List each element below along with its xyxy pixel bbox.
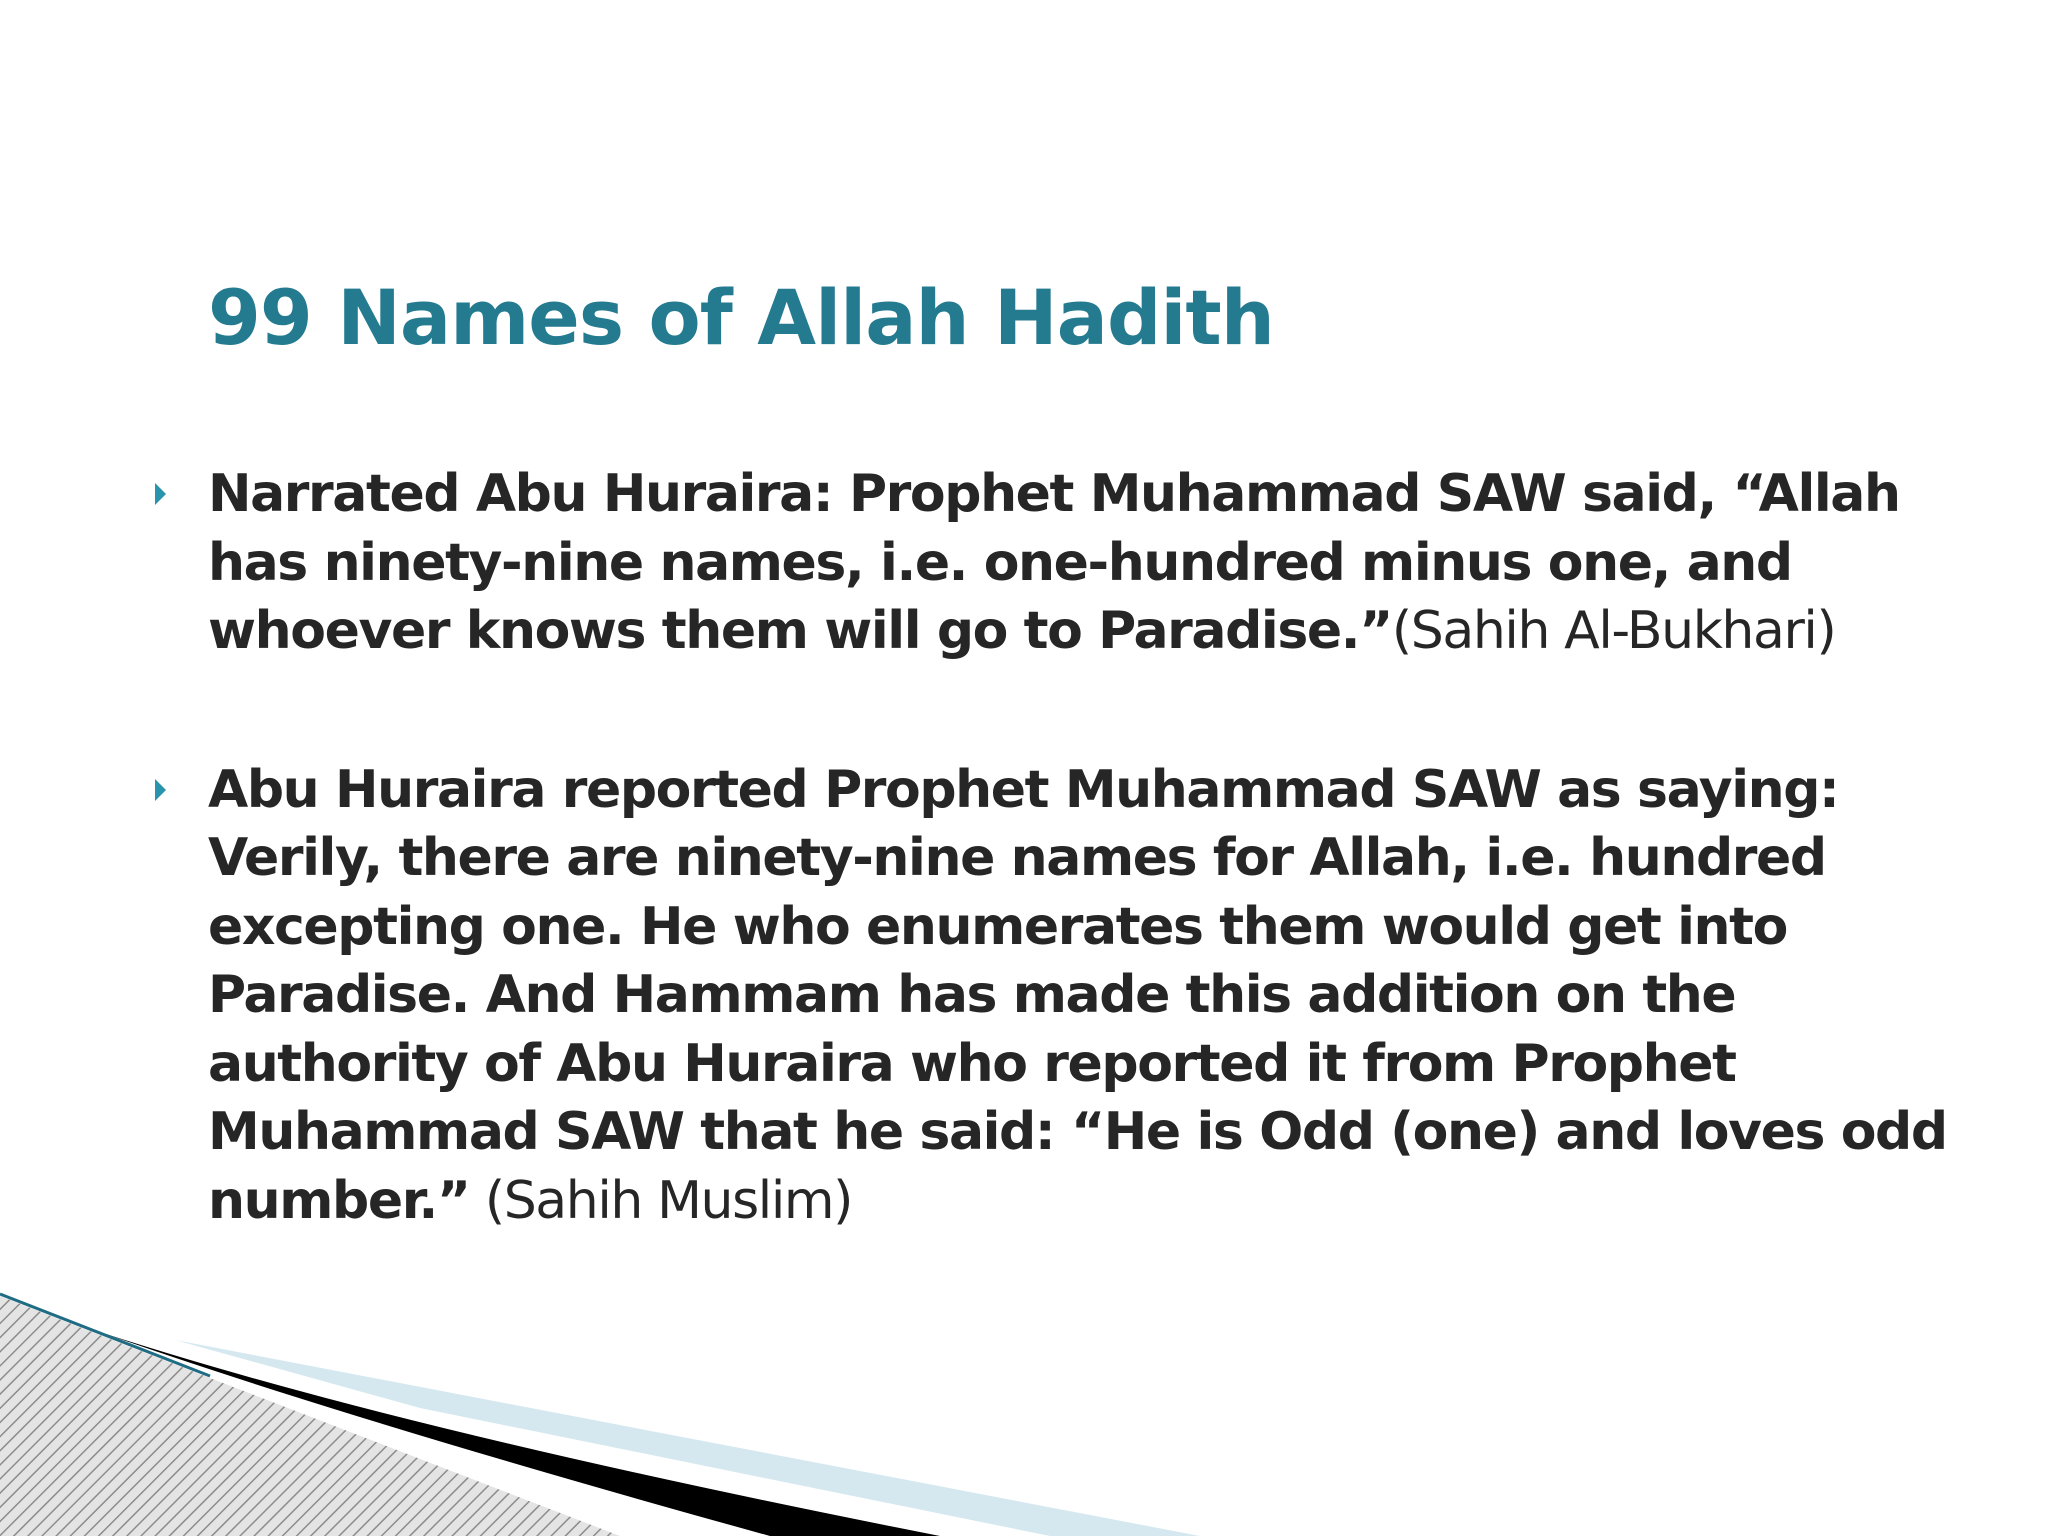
decorative-wave-graphic [0, 1280, 2048, 1536]
triangle-right-icon [155, 483, 166, 505]
hadith-source: (Sahih Al-Bukhari) [1391, 601, 1836, 661]
hadith-source: (Sahih Muslim) [469, 1170, 853, 1231]
hadith-quote: Narrated Abu Huraira: Prophet Muhammad SAW said, “Allah has ninety-nine names, i.e. one-hundred minus one, and whoever knows them will go to Paradise.” [208, 464, 1900, 661]
hadith-quote: Abu Huraira reported Prophet Muhammad SAW as saying: Verily, there are ninety-nine names for Allah, i.e. hundred excepting one. He who enumerates them would get into Paradise. And Hammam has made this addition on the authority of Abu Huraira who reported it from Prophet Muhammad SAW that he said: “He is Odd (one) and loves odd number.” [208, 759, 1947, 1231]
triangle-right-icon [155, 779, 166, 801]
bullet-item [208, 756, 2008, 1236]
bullet-item [208, 460, 2008, 666]
slide-title: 99 Names of Allah Hadith [208, 273, 1274, 362]
bullet-list [208, 460, 2008, 1325]
